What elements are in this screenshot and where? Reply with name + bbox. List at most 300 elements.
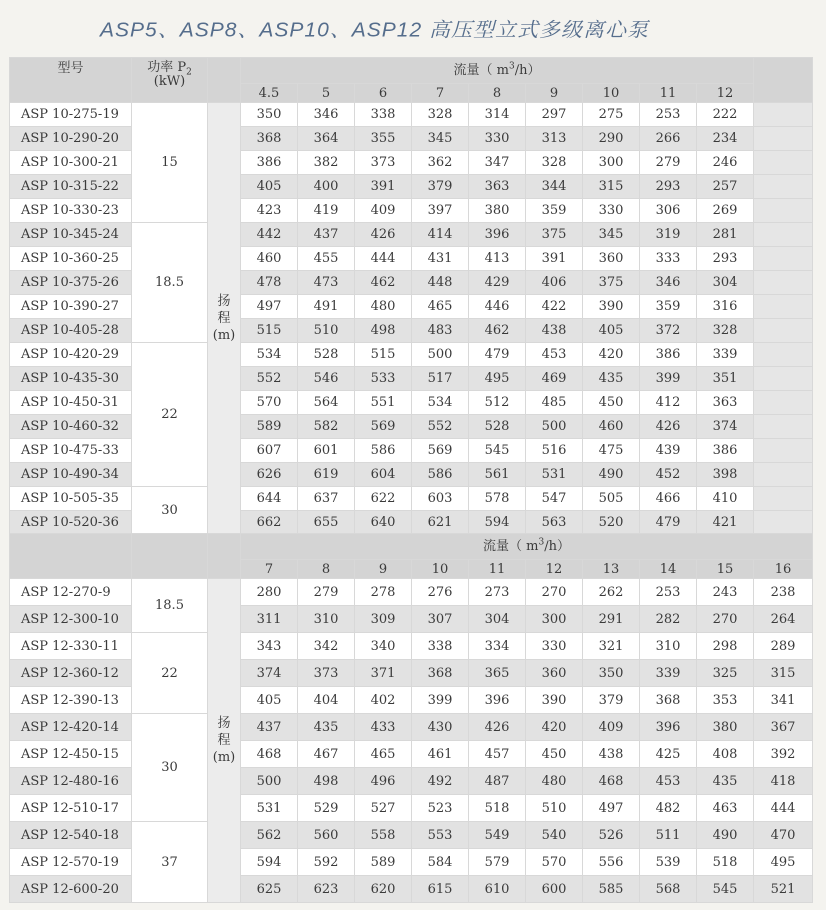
head-value-cell: 253 bbox=[640, 103, 697, 127]
head-value-cell: 365 bbox=[469, 660, 526, 687]
head-value-cell: 518 bbox=[697, 849, 754, 876]
head-value-cell: 362 bbox=[412, 151, 469, 175]
table-row bbox=[10, 633, 813, 660]
head-label-cell bbox=[208, 579, 241, 903]
head-value-cell: 399 bbox=[640, 367, 697, 391]
head-value-cell: 398 bbox=[697, 463, 754, 487]
flow-column-header: 7 bbox=[241, 560, 298, 579]
head-value-cell: 462 bbox=[355, 271, 412, 295]
head-value-cell: 515 bbox=[355, 343, 412, 367]
head-value-cell: 257 bbox=[697, 175, 754, 199]
head-value-cell: 589 bbox=[355, 849, 412, 876]
head-value-cell: 363 bbox=[697, 391, 754, 415]
head-value-cell: 491 bbox=[298, 295, 355, 319]
row-edge-cell bbox=[754, 319, 813, 343]
head-value-cell: 497 bbox=[583, 795, 640, 822]
head-value-cell: 437 bbox=[298, 223, 355, 247]
head-value-cell: 420 bbox=[526, 714, 583, 741]
head-value-cell: 490 bbox=[697, 822, 754, 849]
head-value-cell: 511 bbox=[640, 822, 697, 849]
head-value-cell: 604 bbox=[355, 463, 412, 487]
head-value-cell: 367 bbox=[754, 714, 813, 741]
head-value-cell: 368 bbox=[640, 687, 697, 714]
model-cell: ASP 12-510-17 bbox=[10, 795, 132, 822]
head-value-cell: 372 bbox=[640, 319, 697, 343]
head-value-cell: 500 bbox=[526, 415, 583, 439]
head-value-cell: 344 bbox=[526, 175, 583, 199]
head-value-cell: 478 bbox=[241, 271, 298, 295]
head-value-cell: 359 bbox=[640, 295, 697, 319]
head-value-cell: 561 bbox=[469, 463, 526, 487]
table-row bbox=[10, 295, 813, 319]
head-value-cell: 375 bbox=[526, 223, 583, 247]
head-value-cell: 529 bbox=[298, 795, 355, 822]
table-row bbox=[10, 151, 813, 175]
head-value-cell: 386 bbox=[241, 151, 298, 175]
head-value-cell: 262 bbox=[583, 579, 640, 606]
head-value-cell: 453 bbox=[640, 768, 697, 795]
head-value-cell: 325 bbox=[697, 660, 754, 687]
head-value-cell: 637 bbox=[298, 487, 355, 511]
head-value-cell: 330 bbox=[583, 199, 640, 223]
head-value-cell: 545 bbox=[469, 439, 526, 463]
head-value-cell: 640 bbox=[355, 511, 412, 535]
model-cell: ASP 10-505-35 bbox=[10, 487, 132, 511]
head-value-cell: 396 bbox=[640, 714, 697, 741]
head-value-cell: 662 bbox=[241, 511, 298, 535]
head-value-cell: 300 bbox=[583, 151, 640, 175]
flow-header-unit: /h） bbox=[514, 62, 541, 78]
head-value-cell: 482 bbox=[640, 795, 697, 822]
head-value-cell: 610 bbox=[469, 876, 526, 903]
table-row bbox=[10, 849, 813, 876]
head-value-cell: 505 bbox=[583, 487, 640, 511]
head-value-cell: 234 bbox=[697, 127, 754, 151]
head-value-cell: 405 bbox=[583, 319, 640, 343]
head-value-cell: 601 bbox=[298, 439, 355, 463]
head-label-line: (m) bbox=[212, 750, 236, 765]
head-value-cell: 304 bbox=[469, 606, 526, 633]
head-value-cell: 363 bbox=[469, 175, 526, 199]
head-value-cell: 625 bbox=[241, 876, 298, 903]
head-value-cell: 446 bbox=[469, 295, 526, 319]
head-value-cell: 490 bbox=[583, 463, 640, 487]
head-value-cell: 531 bbox=[241, 795, 298, 822]
head-value-cell: 452 bbox=[640, 463, 697, 487]
head-value-cell: 523 bbox=[412, 795, 469, 822]
head-value-cell: 404 bbox=[298, 687, 355, 714]
row-edge-cell bbox=[754, 295, 813, 319]
head-value-cell: 409 bbox=[583, 714, 640, 741]
head-value-cell: 276 bbox=[412, 579, 469, 606]
head-value-cell: 552 bbox=[412, 415, 469, 439]
head-value-cell: 515 bbox=[241, 319, 298, 343]
head-value-cell: 620 bbox=[355, 876, 412, 903]
head-value-cell: 563 bbox=[526, 511, 583, 535]
model-cell: ASP 12-420-14 bbox=[10, 714, 132, 741]
head-label-line: 扬 bbox=[217, 716, 231, 731]
head-value-cell: 402 bbox=[355, 687, 412, 714]
head-value-cell: 273 bbox=[469, 579, 526, 606]
head-value-cell: 379 bbox=[583, 687, 640, 714]
head-value-cell: 594 bbox=[241, 849, 298, 876]
row-edge-cell bbox=[754, 463, 813, 487]
model-cell: ASP 12-600-20 bbox=[10, 876, 132, 903]
head-value-cell: 280 bbox=[241, 579, 298, 606]
head-value-cell: 607 bbox=[241, 439, 298, 463]
row-edge-cell bbox=[754, 223, 813, 247]
row-edge-cell bbox=[754, 367, 813, 391]
head-value-cell: 564 bbox=[298, 391, 355, 415]
table-row bbox=[10, 876, 813, 903]
head-value-cell: 330 bbox=[469, 127, 526, 151]
head-value-cell: 562 bbox=[241, 822, 298, 849]
head-value-cell: 582 bbox=[298, 415, 355, 439]
flow-column-header: 14 bbox=[640, 560, 697, 579]
head-value-cell: 364 bbox=[298, 127, 355, 151]
flow-column-header: 10 bbox=[412, 560, 469, 579]
head-value-cell: 406 bbox=[526, 271, 583, 295]
head-value-cell: 298 bbox=[697, 633, 754, 660]
model-cell: ASP 10-300-21 bbox=[10, 151, 132, 175]
head-value-cell: 346 bbox=[298, 103, 355, 127]
head-value-cell: 429 bbox=[469, 271, 526, 295]
head-value-cell: 266 bbox=[640, 127, 697, 151]
head-value-cell: 315 bbox=[583, 175, 640, 199]
row-edge-cell bbox=[754, 175, 813, 199]
head-value-cell: 560 bbox=[298, 822, 355, 849]
power-cell: 18.5 bbox=[132, 579, 208, 633]
row-edge-cell bbox=[754, 151, 813, 175]
head-value-cell: 528 bbox=[469, 415, 526, 439]
head-value-cell: 422 bbox=[526, 295, 583, 319]
head-value-cell: 421 bbox=[697, 511, 754, 535]
head-value-cell: 527 bbox=[355, 795, 412, 822]
row-edge-cell bbox=[754, 103, 813, 127]
head-value-cell: 400 bbox=[298, 175, 355, 199]
model-cell: ASP 10-450-31 bbox=[10, 391, 132, 415]
head-value-cell: 353 bbox=[697, 687, 754, 714]
head-value-cell: 350 bbox=[241, 103, 298, 127]
head-value-cell: 497 bbox=[241, 295, 298, 319]
head-value-cell: 339 bbox=[697, 343, 754, 367]
head-value-cell: 373 bbox=[355, 151, 412, 175]
head-value-cell: 293 bbox=[697, 247, 754, 271]
head-value-cell: 533 bbox=[355, 367, 412, 391]
head-value-cell: 444 bbox=[355, 247, 412, 271]
table-row bbox=[10, 127, 813, 151]
head-value-cell: 360 bbox=[526, 660, 583, 687]
head-value-cell: 516 bbox=[526, 439, 583, 463]
head-value-cell: 311 bbox=[241, 606, 298, 633]
row-edge-cell bbox=[754, 343, 813, 367]
table-row bbox=[10, 199, 813, 223]
table-row bbox=[10, 343, 813, 367]
model-cell: ASP 12-450-15 bbox=[10, 741, 132, 768]
model-cell: ASP 12-390-13 bbox=[10, 687, 132, 714]
head-value-cell: 409 bbox=[355, 199, 412, 223]
model-cell: ASP 12-270-9 bbox=[10, 579, 132, 606]
head-value-cell: 328 bbox=[697, 319, 754, 343]
model-cell: ASP 12-360-12 bbox=[10, 660, 132, 687]
head-value-cell: 468 bbox=[241, 741, 298, 768]
model-cell: ASP 10-330-23 bbox=[10, 199, 132, 223]
table-row bbox=[10, 103, 813, 127]
head-value-cell: 278 bbox=[355, 579, 412, 606]
head-value-cell: 435 bbox=[298, 714, 355, 741]
model-cell: ASP 10-490-34 bbox=[10, 463, 132, 487]
head-value-cell: 396 bbox=[469, 687, 526, 714]
head-value-cell: 457 bbox=[469, 741, 526, 768]
head-value-cell: 351 bbox=[697, 367, 754, 391]
head-value-cell: 470 bbox=[754, 822, 813, 849]
head-value-cell: 468 bbox=[583, 768, 640, 795]
row-edge-cell bbox=[754, 415, 813, 439]
head-value-cell: 539 bbox=[640, 849, 697, 876]
head-value-cell: 373 bbox=[298, 660, 355, 687]
head-value-cell: 500 bbox=[412, 343, 469, 367]
power-cell: 37 bbox=[132, 822, 208, 903]
head-value-cell: 467 bbox=[298, 741, 355, 768]
head-value-cell: 460 bbox=[583, 415, 640, 439]
head-value-cell: 518 bbox=[469, 795, 526, 822]
head-value-cell: 558 bbox=[355, 822, 412, 849]
head-value-cell: 594 bbox=[469, 511, 526, 535]
table-row bbox=[10, 768, 813, 795]
asp12-performance-table bbox=[9, 533, 813, 903]
head-value-cell: 469 bbox=[526, 367, 583, 391]
head-value-cell: 391 bbox=[355, 175, 412, 199]
header-blank bbox=[132, 534, 208, 579]
model-cell: ASP 10-405-28 bbox=[10, 319, 132, 343]
head-value-cell: 282 bbox=[640, 606, 697, 633]
head-label-line: 程 bbox=[217, 311, 231, 326]
head-value-cell: 339 bbox=[640, 660, 697, 687]
head-value-cell: 526 bbox=[583, 822, 640, 849]
head-value-cell: 570 bbox=[241, 391, 298, 415]
head-value-cell: 279 bbox=[298, 579, 355, 606]
head-value-cell: 433 bbox=[355, 714, 412, 741]
head-value-cell: 379 bbox=[412, 175, 469, 199]
head-value-cell: 487 bbox=[469, 768, 526, 795]
head-value-cell: 350 bbox=[583, 660, 640, 687]
head-value-cell: 338 bbox=[412, 633, 469, 660]
head-value-cell: 655 bbox=[298, 511, 355, 535]
flow-column-header: 12 bbox=[526, 560, 583, 579]
table-row bbox=[10, 319, 813, 343]
head-value-cell: 438 bbox=[526, 319, 583, 343]
row-edge-cell bbox=[754, 511, 813, 535]
head-value-cell: 334 bbox=[469, 633, 526, 660]
head-value-cell: 426 bbox=[355, 223, 412, 247]
head-value-cell: 540 bbox=[526, 822, 583, 849]
head-value-cell: 552 bbox=[241, 367, 298, 391]
model-cell: ASP 10-360-25 bbox=[10, 247, 132, 271]
flow-column-header: 9 bbox=[526, 84, 583, 103]
head-value-cell: 495 bbox=[754, 849, 813, 876]
head-value-cell: 410 bbox=[697, 487, 754, 511]
head-value-cell: 465 bbox=[412, 295, 469, 319]
head-value-cell: 450 bbox=[583, 391, 640, 415]
head-value-cell: 380 bbox=[697, 714, 754, 741]
power-cell: 15 bbox=[132, 103, 208, 223]
flow-header-superscript: 3 bbox=[538, 537, 545, 548]
head-value-cell: 621 bbox=[412, 511, 469, 535]
head-value-cell: 444 bbox=[754, 795, 813, 822]
head-value-cell: 343 bbox=[241, 633, 298, 660]
head-value-cell: 450 bbox=[526, 741, 583, 768]
head-value-cell: 496 bbox=[355, 768, 412, 795]
flow-column-header: 8 bbox=[469, 84, 526, 103]
flow-header-label: 流量（ m bbox=[453, 62, 509, 78]
head-value-cell: 355 bbox=[355, 127, 412, 151]
table-row bbox=[10, 795, 813, 822]
head-value-cell: 270 bbox=[697, 606, 754, 633]
head-value-cell: 498 bbox=[298, 768, 355, 795]
head-value-cell: 556 bbox=[583, 849, 640, 876]
head-value-cell: 435 bbox=[583, 367, 640, 391]
head-value-cell: 304 bbox=[697, 271, 754, 295]
head-value-cell: 431 bbox=[412, 247, 469, 271]
flow-column-header: 11 bbox=[640, 84, 697, 103]
model-cell: ASP 10-460-32 bbox=[10, 415, 132, 439]
head-label-line: (m) bbox=[212, 328, 236, 343]
head-value-cell: 626 bbox=[241, 463, 298, 487]
head-value-cell: 253 bbox=[640, 579, 697, 606]
head-value-cell: 300 bbox=[526, 606, 583, 633]
model-cell: ASP 12-570-19 bbox=[10, 849, 132, 876]
flow-header-label: 流量（ m bbox=[483, 538, 539, 554]
model-cell: ASP 10-435-30 bbox=[10, 367, 132, 391]
table-row bbox=[10, 247, 813, 271]
flow-header bbox=[241, 534, 813, 560]
model-cell: ASP 10-475-33 bbox=[10, 439, 132, 463]
flow-header-superscript: 3 bbox=[508, 61, 515, 72]
head-value-cell: 528 bbox=[298, 343, 355, 367]
head-value-cell: 461 bbox=[412, 741, 469, 768]
row-edge-cell bbox=[754, 247, 813, 271]
head-value-cell: 374 bbox=[697, 415, 754, 439]
row-edge-cell bbox=[754, 127, 813, 151]
flow-column-header: 11 bbox=[469, 560, 526, 579]
head-value-cell: 517 bbox=[412, 367, 469, 391]
head-value-cell: 413 bbox=[469, 247, 526, 271]
power-cell: 22 bbox=[132, 343, 208, 487]
head-value-cell: 437 bbox=[241, 714, 298, 741]
head-value-cell: 306 bbox=[640, 199, 697, 223]
row-edge-cell bbox=[754, 271, 813, 295]
model-cell: ASP 12-330-11 bbox=[10, 633, 132, 660]
head-value-cell: 589 bbox=[241, 415, 298, 439]
head-value-cell: 238 bbox=[754, 579, 813, 606]
head-value-cell: 430 bbox=[412, 714, 469, 741]
model-cell: ASP 10-345-24 bbox=[10, 223, 132, 247]
table-row bbox=[10, 660, 813, 687]
model-cell: ASP 10-420-29 bbox=[10, 343, 132, 367]
model-cell: ASP 12-480-16 bbox=[10, 768, 132, 795]
asp10-performance-table bbox=[9, 57, 813, 535]
model-cell: ASP 10-375-26 bbox=[10, 271, 132, 295]
head-value-cell: 545 bbox=[697, 876, 754, 903]
head-value-cell: 460 bbox=[241, 247, 298, 271]
head-value-cell: 310 bbox=[298, 606, 355, 633]
head-value-cell: 510 bbox=[298, 319, 355, 343]
head-value-cell: 340 bbox=[355, 633, 412, 660]
page-title: ASP5、ASP8、ASP10、ASP12 高压型立式多级离心泵 bbox=[100, 19, 649, 42]
power-cell: 30 bbox=[132, 714, 208, 822]
head-value-cell: 615 bbox=[412, 876, 469, 903]
table-row bbox=[10, 415, 813, 439]
power-cell: 22 bbox=[132, 633, 208, 714]
flow-column-header: 8 bbox=[298, 560, 355, 579]
head-value-cell: 275 bbox=[583, 103, 640, 127]
row-edge-cell bbox=[754, 487, 813, 511]
head-value-cell: 386 bbox=[697, 439, 754, 463]
head-value-cell: 546 bbox=[298, 367, 355, 391]
head-value-cell: 622 bbox=[355, 487, 412, 511]
head-value-cell: 475 bbox=[583, 439, 640, 463]
power-header-label: 功率 P bbox=[147, 60, 187, 75]
head-value-cell: 568 bbox=[640, 876, 697, 903]
head-value-cell: 264 bbox=[754, 606, 813, 633]
head-value-cell: 426 bbox=[640, 415, 697, 439]
head-value-cell: 309 bbox=[355, 606, 412, 633]
table-row bbox=[10, 822, 813, 849]
table-row bbox=[10, 714, 813, 741]
head-value-cell: 480 bbox=[355, 295, 412, 319]
flow-column-header: 13 bbox=[583, 560, 640, 579]
head-value-cell: 341 bbox=[754, 687, 813, 714]
head-value-cell: 592 bbox=[298, 849, 355, 876]
head-value-cell: 551 bbox=[355, 391, 412, 415]
head-label-cell bbox=[208, 103, 241, 535]
head-value-cell: 319 bbox=[640, 223, 697, 247]
power-cell: 30 bbox=[132, 487, 208, 535]
head-value-cell: 584 bbox=[412, 849, 469, 876]
head-value-cell: 330 bbox=[526, 633, 583, 660]
head-label-line: 程 bbox=[217, 733, 231, 748]
model-cell: ASP 12-300-10 bbox=[10, 606, 132, 633]
head-value-cell: 463 bbox=[697, 795, 754, 822]
head-value-cell: 644 bbox=[241, 487, 298, 511]
head-value-cell: 289 bbox=[754, 633, 813, 660]
head-value-cell: 307 bbox=[412, 606, 469, 633]
flow-header bbox=[241, 58, 754, 84]
head-value-cell: 382 bbox=[298, 151, 355, 175]
model-column-header: 型号 bbox=[10, 58, 132, 103]
head-value-cell: 405 bbox=[241, 687, 298, 714]
table-row bbox=[10, 463, 813, 487]
head-value-cell: 423 bbox=[241, 199, 298, 223]
head-value-cell: 316 bbox=[697, 295, 754, 319]
head-value-cell: 386 bbox=[640, 343, 697, 367]
head-value-cell: 498 bbox=[355, 319, 412, 343]
head-value-cell: 374 bbox=[241, 660, 298, 687]
head-value-cell: 512 bbox=[469, 391, 526, 415]
model-cell: ASP 10-290-20 bbox=[10, 127, 132, 151]
head-value-cell: 569 bbox=[355, 415, 412, 439]
table-row bbox=[10, 606, 813, 633]
head-value-cell: 328 bbox=[526, 151, 583, 175]
head-value-cell: 290 bbox=[583, 127, 640, 151]
head-value-cell: 368 bbox=[241, 127, 298, 151]
head-label-line: 扬 bbox=[217, 294, 231, 309]
head-value-cell: 553 bbox=[412, 822, 469, 849]
head-value-cell: 534 bbox=[412, 391, 469, 415]
head-value-cell: 570 bbox=[526, 849, 583, 876]
head-value-cell: 414 bbox=[412, 223, 469, 247]
head-value-cell: 346 bbox=[640, 271, 697, 295]
